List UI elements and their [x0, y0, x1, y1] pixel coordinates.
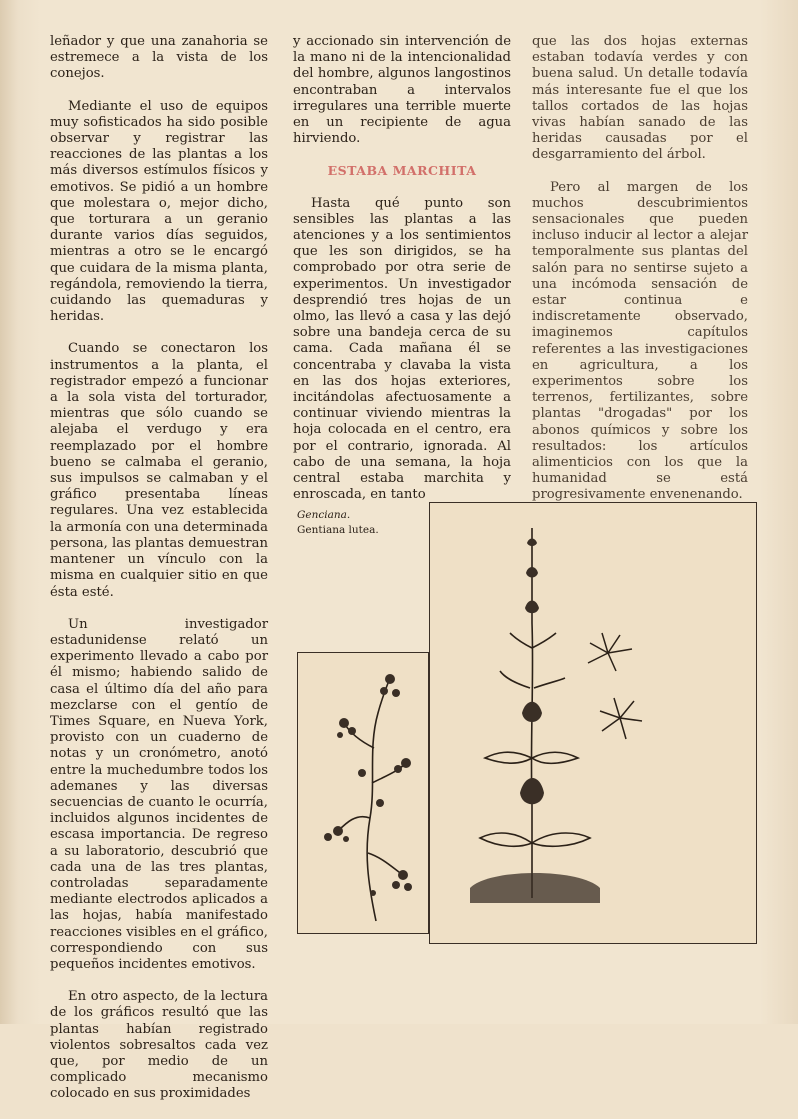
- caption-common-name: Genciana.: [297, 509, 351, 521]
- branch-illustration: [298, 653, 428, 933]
- figure-caption: [297, 508, 379, 538]
- paragraph: En otro aspecto, de la lectura de los gráficos resultó que las plantas habían registrado violentos sobresaltos cada vez que, por medio de un complicado mecanismo colocado en sus proximidades: [50, 989, 268, 1102]
- illustration-frame-large: [429, 502, 757, 944]
- paragraph: Cuando se conectaron los instrumentos a la planta, el registrador empezó a funcionar a la sola vista del torturador, mientras que sólo cuando se alejaba el verdugo y era reemplazado por el hombre bueno se calmaba el geranio, sus impulsos se calmaban y el gráfico presentaba líneas regulares. Una vez establecida la armonía con una determinada persona, las plantas demuestran mantener un vínculo con la misma en cualquier sitio en que ésta esté.: [50, 341, 268, 600]
- section-heading: ESTABA MARCHITA: [327, 163, 477, 179]
- gentian-plant-illustration: [430, 503, 756, 943]
- text-column-3: [532, 34, 748, 520]
- text-column-2: [293, 34, 511, 519]
- paragraph: que las dos hojas externas estaban todavía verdes y con buena salud. Un detalle todavía más interesante fue el que los tallos cortados de las hojas vivas habían sanado de las heridas causadas por el desgarramiento del árbol.: [532, 34, 748, 163]
- illustration-frame-small: [297, 652, 429, 934]
- paragraph: Hasta qué punto son sensibles las plantas a las atenciones y a los sentimientos que les son dirigidos, se ha comprobado por otra serie de experimentos. Un investigador desprendió tres hojas de un olmo, las llevó a casa y las dejó sobre una bandeja cerca de su cama. Cada mañana él se concentraba y clavaba la vista en las dos hojas exteriores, incitándolas afectuosamente a continuar viviendo mientras la hoja colocada en el centro, era por el contrario, ignorada. Al cabo de una semana, la hoja central estaba marchita y enroscada, en tanto: [293, 195, 511, 503]
- caption-latin-name: Gentiana lutea.: [297, 524, 379, 536]
- paragraph: Mediante el uso de equipos muy sofisticados ha sido posible observar y registrar las reacciones de las plantas a los más diversos estímulos físicos y emotivos. Se pidió a un hombre que molestara o, mejor dicho, que torturara a un geranio durante varios días seguidos, mientras a otro se le encargó que cuidara de la misma planta, regándola, removiendo la tierra, cuidando las quemaduras y heridas.: [50, 98, 268, 325]
- paragraph: leñador y que una zanahoria se estremece a la vista de los conejos.: [50, 34, 268, 82]
- text-column-1: [50, 34, 268, 1119]
- paragraph: y accionado sin intervención de la mano ni de la intencionalidad del hombre, algunos langostinos encontraban a intervalos irregulares una terrible muerte en un recipiente de agua hirviendo.: [293, 34, 511, 147]
- paragraph: Un investigador estadunidense relató un experimento llevado a cabo por él mismo; habiendo salido de casa el último día del año para mezclarse con el gentío de Times Square, en Nueva York, provisto con un cuaderno de notas y un cronómetro, anotó entre la muchedumbre todos los ademanes y las diversas secuencias de cuanto le ocurría, incluidos algunos incidentes de escasa importancia. De regreso a su laboratorio, descubrió que cada una de las tres plantas, controladas separadamente mediante electrodos aplicados a las hojas, había manifestado reacciones visibles en el gráfico, correspondiendo con sus pequeños incidentes emotivos.: [50, 616, 268, 972]
- paragraph: Pero al margen de los muchos descubrimientos sensacionales que pueden incluso inducir al lector a alejar temporalmente sus plantas del salón para no sentirse sujeto a una incómoda sensación de estar continua e indiscretamente observado, imaginemos capítulos referentes a las investigaciones en agricultura, a los experimentos sobre los terrenos, fertilizantes, sobre plantas "drogadas" por los abonos químicos y sobre los resultados: los artículos alimenticios con los que la humanidad se está progresivamente envenenando.: [532, 179, 748, 503]
